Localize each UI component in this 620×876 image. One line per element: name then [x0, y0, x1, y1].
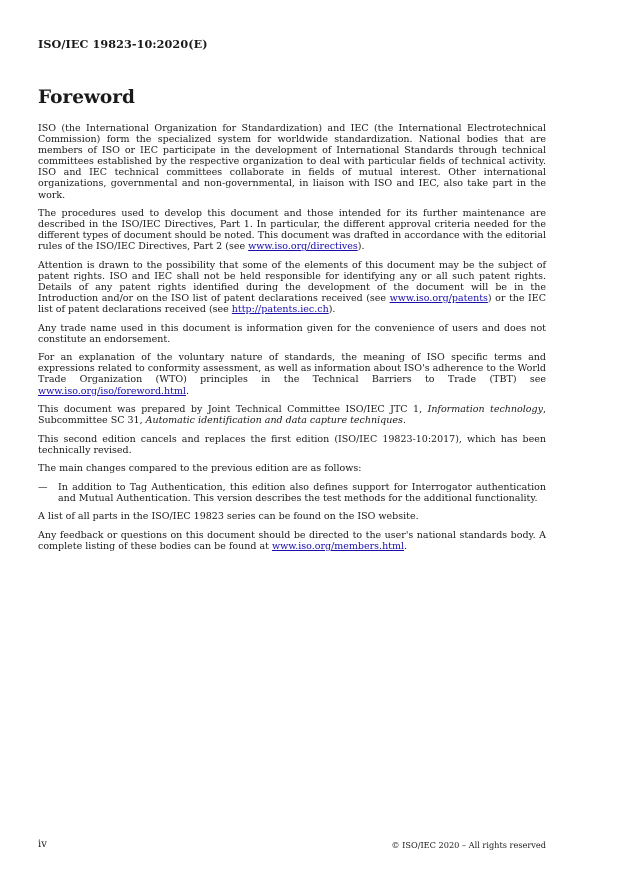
paragraph-text: The procedures used to develop this document and those intended for its further maintenance are described in the ISO/IEC Directives, Part 1. In particular, the different approval criteria needed for the different types of document should be noted. This document was drafted in accordance with the editorial rules of the ISO/IEC Directives, Part 2 (see	[38, 208, 546, 253]
paragraph-text: ).	[328, 304, 336, 316]
paragraph-text: ) or the IEC list of patent declarations received (see	[38, 293, 546, 316]
paragraph-text: Any feedback or questions on this document should be directed to the user's national standards body. A complete listing of these bodies can be found at	[38, 529, 546, 552]
foreword-body	[38, 123, 546, 559]
paragraph-text: ).	[357, 241, 365, 253]
paragraph-series-list: A list of all parts in the ISO/IEC 19823 series can be found on the ISO website.	[38, 511, 419, 523]
paragraph-iso-iec-intro: ISO (the International Organization for Standardization) and IEC (the International Electrotechnical Commission) form the specialized system for worldwide standardization. National bodies that are members of ISO or IEC participate in the development of International Standards through technical committees established by the respective organization to deal with particular fields of technical activity. ISO and IEC technical committees collaborate in fields of mutual interest. Other international organizations, governmental and non-governmental, in liaison with ISO and IEC, also take part in the work.	[38, 123, 546, 201]
committee-name: Information technology	[427, 404, 543, 416]
foreword-link[interactable]: www.iso.org/iso/foreword.html	[38, 385, 187, 397]
paragraph-text: .	[404, 540, 408, 552]
page-title: Foreword	[38, 87, 135, 108]
document-id-header: ISO/IEC 19823-10:2020(E)	[38, 37, 208, 51]
iec-patents-link[interactable]: http://patents.iec.ch	[231, 304, 329, 316]
paragraph-edition: This second edition cancels and replaces the first edition (ISO/IEC 19823-10:2017), which has been technically revised.	[38, 433, 546, 456]
members-link[interactable]: www.iso.org/members.html	[271, 540, 405, 552]
copyright-notice: © ISO/IEC 2020 – All rights reserved	[391, 840, 546, 850]
paragraph-procedures	[38, 208, 546, 252]
paragraph-committee	[38, 404, 546, 426]
paragraph-voluntary-nature	[38, 352, 546, 396]
iso-patents-link[interactable]: www.iso.org/patents	[389, 293, 488, 305]
list-dash: —	[38, 481, 48, 493]
paragraph-trade-name: Any trade name used in this document is information given for the convenience of users and does not constitute an endorsement.	[38, 322, 546, 345]
page-number: iv	[38, 839, 47, 850]
paragraph-text: .	[186, 385, 190, 397]
paragraph-text: Attention is drawn to the possibility that some of the elements of this document may be the subject of patent rights. ISO and IEC shall not be held responsible for identifying any or all such patent rights. Details of any patent rights identified during the development of the document will be in the Introduction and/or on the ISO list of patent declarations received (see	[38, 259, 546, 305]
paragraph-text: .	[402, 415, 406, 427]
subcommittee-name: Automatic identification and data capture techniques	[145, 415, 403, 427]
paragraph-text: , Subcommittee SC 31,	[38, 404, 546, 427]
paragraph-feedback	[38, 530, 546, 552]
directives-link[interactable]: www.iso.org/directives	[248, 241, 358, 253]
paragraph-patent-rights	[38, 260, 546, 315]
paragraph-main-changes: The main changes compared to the previous edition are as follows:	[38, 463, 362, 475]
list-item	[38, 482, 546, 504]
paragraph-text: This document was prepared by Joint Technical Committee ISO/IEC JTC 1,	[38, 404, 428, 416]
paragraph-text: For an explanation of the voluntary nature of standards, the meaning of ISO specific terms and expressions related to conformity assessment, as well as information about ISO's adherence to the World Trade Organization (WTO) principles in the Technical Barriers to Trade (TBT) see	[38, 352, 546, 386]
list-item-text: In addition to Tag Authentication, this edition also defines support for Interrogator authentication and Mutual Authentication. This version describes the test methods for the additional functionality.	[58, 481, 546, 504]
